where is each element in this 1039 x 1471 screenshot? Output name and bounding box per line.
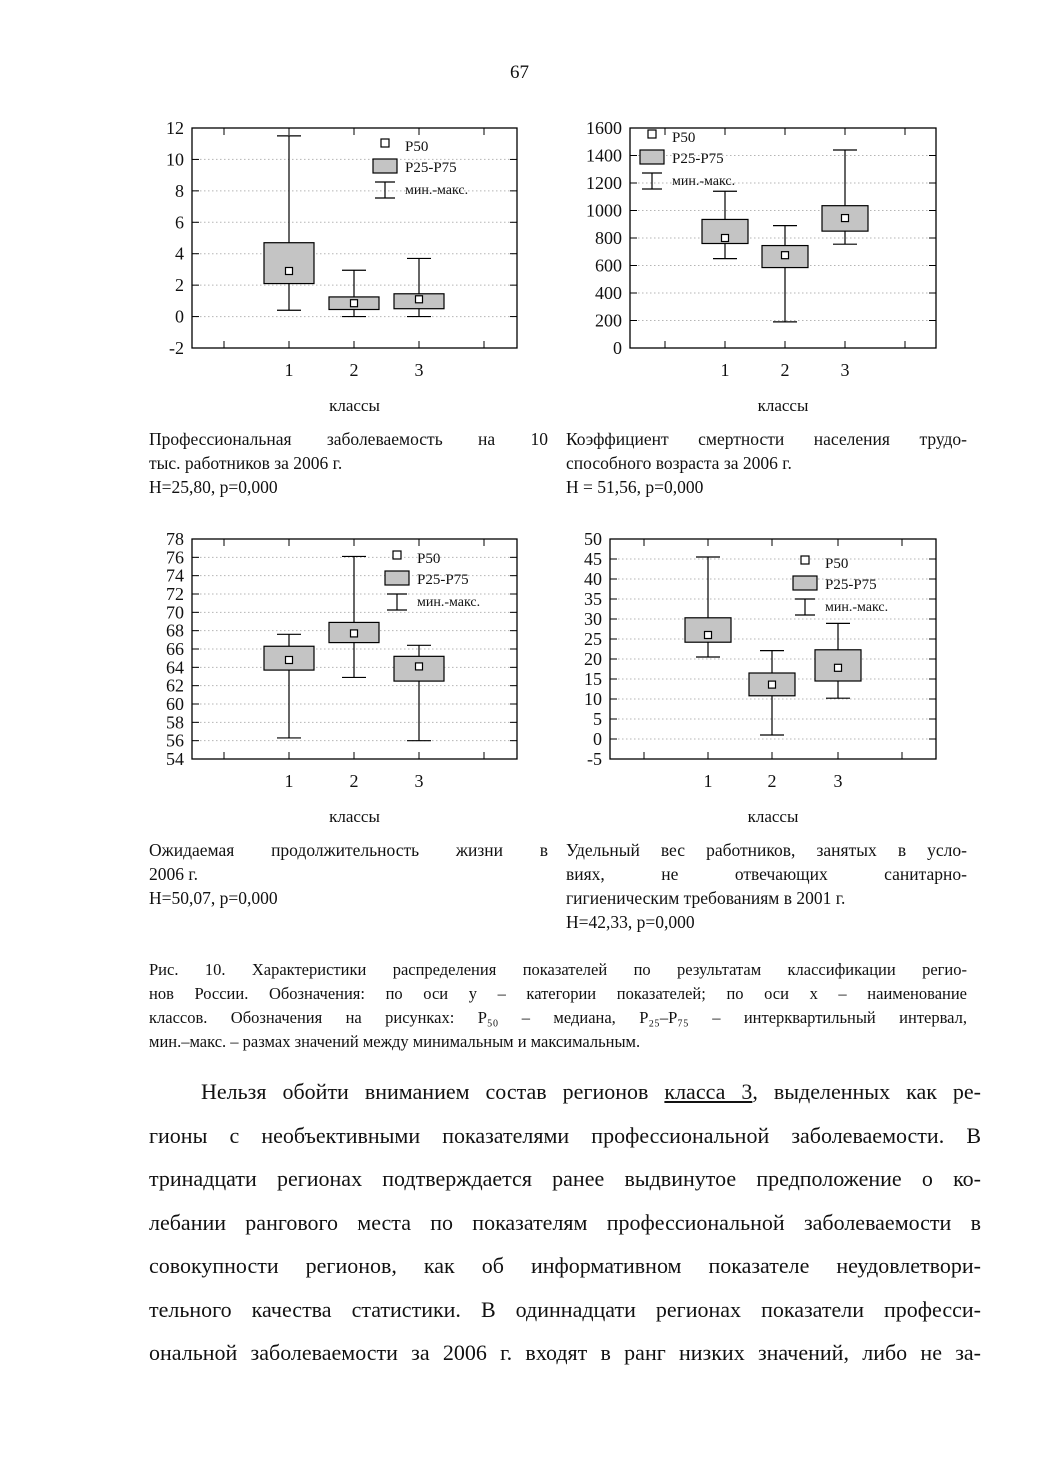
x-tick-label: 2 — [349, 771, 359, 791]
y-tick-label: 25 — [584, 629, 602, 649]
caption-line: гигиеническим требованиям в 2001 г. — [566, 888, 846, 908]
body-line: гионы с необъективными показателями профессиональной заболеваемости. В — [149, 1122, 981, 1148]
x-tick-label: 3 — [414, 360, 424, 380]
y-tick-label: 0 — [175, 306, 184, 327]
caption-line: 2006 г. — [149, 864, 198, 884]
y-tick-label: 78 — [166, 529, 184, 549]
y-tick-label: 66 — [166, 639, 184, 659]
body-line — [149, 1070, 981, 1114]
legend-range-label: мин.-макс. — [417, 595, 481, 610]
y-tick-label: 1400 — [586, 145, 622, 166]
legend-range-label: мин.-макс. — [405, 183, 469, 198]
y-tick-label: 60 — [166, 694, 184, 714]
legend-iqr-label: P25-P75 — [405, 160, 457, 176]
median-marker — [835, 664, 842, 671]
y-tick-label: 58 — [166, 712, 184, 733]
figure-caption-line: Рис. 10. Характеристики распределения показателей по результатам классификации регио- — [149, 960, 967, 979]
body-text-segment: , выделенных как ре- — [752, 1079, 981, 1104]
caption-line: Коэффициент смертности населения трудо- — [566, 429, 967, 449]
legend-iqr-symbol — [793, 576, 817, 590]
caption-line: тыс. работников за 2006 г. — [149, 453, 343, 473]
x-tick-label: 3 — [833, 771, 843, 791]
chart-caption — [566, 838, 967, 934]
x-axis-label: классы — [329, 807, 380, 826]
y-tick-label: 45 — [584, 549, 602, 569]
y-tick-label: 74 — [166, 565, 184, 586]
caption-line: H=25,80, p=0,000 — [149, 477, 278, 497]
x-tick-label: 1 — [284, 360, 294, 380]
y-tick-label: 35 — [584, 589, 602, 609]
body-line: тельного качества статистики. В одиннадцати регионах показатели професси- — [149, 1296, 981, 1322]
y-tick-label: 50 — [584, 529, 602, 549]
figure-caption — [149, 958, 967, 1054]
x-tick-label: 1 — [703, 771, 713, 791]
caption-line: H = 51,56, p=0,000 — [566, 477, 704, 497]
y-tick-label: 76 — [166, 547, 184, 568]
legend-median-label: P50 — [825, 556, 849, 572]
y-tick-label: 0 — [593, 729, 602, 749]
y-tick-label: 8 — [175, 180, 184, 201]
figure-caption-line: классов. Обозначения на рисунках: P₅₀ – медиана, P₂₅–P₇₅ – интерквартильный интервал, — [149, 1008, 967, 1027]
caption-line: Удельный вес работников, занятых в усло- — [566, 840, 967, 860]
caption-line: H=50,07, p=0,000 — [149, 888, 278, 908]
y-tick-label: 200 — [595, 310, 622, 331]
y-tick-label: 4 — [175, 243, 184, 264]
legend-median-label: P50 — [405, 139, 429, 155]
y-tick-label: -5 — [587, 749, 602, 769]
x-tick-label: 2 — [349, 360, 359, 380]
body-text-segment: Нельзя обойти вниманием состав регионов — [201, 1079, 665, 1104]
y-tick-label: 10 — [166, 149, 184, 170]
legend-median-symbol — [801, 556, 809, 564]
y-tick-label: 0 — [613, 338, 622, 358]
y-tick-label: 56 — [166, 730, 184, 751]
y-tick-label: 6 — [175, 212, 184, 233]
y-tick-label: 54 — [166, 749, 184, 769]
y-tick-label: 5 — [593, 709, 602, 729]
body-line: совокупности регионов, как об информативном показателе неудовлетвори- — [149, 1253, 981, 1278]
legend-range-label: мин.-макс. — [825, 600, 889, 615]
y-tick-label: 64 — [166, 657, 184, 678]
class-3-link[interactable]: класса 3 — [664, 1079, 753, 1104]
y-tick-label: 40 — [584, 569, 602, 589]
plot-frame — [610, 539, 936, 759]
y-tick-label: 30 — [584, 609, 602, 629]
body-line: ональной заболеваемости за 2006 г. входят в ранг низких значений, либо не за- — [149, 1340, 981, 1365]
y-tick-label: 12 — [166, 118, 184, 138]
y-tick-label: 400 — [595, 283, 622, 303]
legend-iqr-label: P25-P75 — [417, 572, 469, 588]
page-number: 67 — [510, 62, 529, 83]
y-tick-label: 10 — [584, 689, 602, 709]
legend-iqr-label: P25-P75 — [672, 151, 724, 167]
legend-median-label: P50 — [672, 130, 696, 146]
x-tick-label: 3 — [414, 771, 424, 791]
caption-line: Профессиональная заболеваемость на 10 — [149, 429, 548, 449]
legend-median-label: P50 — [417, 551, 441, 567]
y-tick-label: 20 — [584, 649, 602, 669]
x-axis-label: классы — [329, 396, 380, 415]
x-axis-label: классы — [747, 807, 799, 826]
y-tick-label: 68 — [166, 620, 184, 641]
caption-line: Ожидаемая продолжительность жизни в — [149, 840, 548, 860]
y-tick-label: 600 — [595, 255, 622, 276]
y-tick-label: 2 — [175, 275, 184, 296]
y-tick-label: 15 — [584, 669, 602, 689]
caption-line: H=42,33, p=0,000 — [566, 912, 695, 932]
x-tick-label: 3 — [840, 360, 850, 380]
chart-caption — [149, 838, 548, 910]
y-tick-label: 70 — [166, 602, 184, 623]
body-line: тринадцати регионах подтверждается ранее выдвинутое предположение о ко- — [149, 1166, 981, 1191]
median-marker — [705, 632, 712, 639]
body-line: лебании рангового места по показателям профессиональной заболеваемости в — [149, 1209, 981, 1235]
body-text — [149, 1070, 981, 1375]
y-tick-label: 1600 — [586, 118, 622, 138]
legend-range-label: мин.-макс. — [672, 174, 736, 189]
y-tick-label: -2 — [169, 338, 184, 358]
y-tick-label: 72 — [166, 584, 184, 604]
figure-caption-line: мин.–макс. – размах значений между минимальным и максимальным. — [149, 1032, 641, 1051]
x-axis-label: классы — [757, 396, 809, 415]
caption-line: способного возраста за 2006 г. — [566, 453, 792, 473]
y-tick-label: 1000 — [586, 200, 622, 221]
caption-line: виях, не отвечающих санитарно- — [566, 864, 967, 884]
y-tick-label: 62 — [166, 675, 184, 696]
x-tick-label: 2 — [767, 771, 777, 791]
x-tick-label: 2 — [780, 360, 790, 380]
y-tick-label: 1200 — [586, 173, 622, 193]
figure-caption-line: нов России. Обозначения: по оси y – категории показателей; по оси x – наименование — [149, 984, 967, 1003]
median-marker — [769, 681, 776, 688]
y-tick-label: 800 — [595, 228, 622, 248]
x-tick-label: 1 — [720, 360, 730, 380]
legend-iqr-label: P25-P75 — [825, 577, 877, 593]
x-tick-label: 1 — [284, 771, 294, 791]
